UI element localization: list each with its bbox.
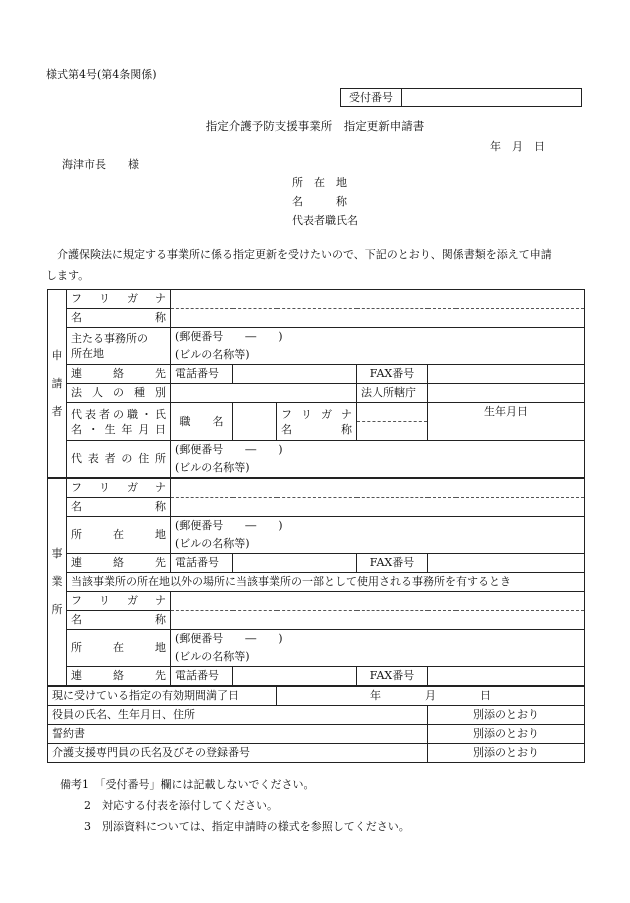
addressee: 海津市長 様 <box>62 158 139 171</box>
branch-furigana-label: フ リ ガ ナ <box>67 592 171 611</box>
branch-building-field[interactable]: (ビルの名称等) <box>171 648 585 667</box>
branch-name-label: 名 称 <box>67 611 171 630</box>
applicant-furigana-label: フ リ ガ ナ <box>67 290 171 309</box>
office-building-field[interactable]: (ビルの名称等) <box>171 535 585 554</box>
form-number-label: 様式第4号(第4条関係) <box>46 68 157 81</box>
representative-label: 代表者の職・氏 名・生年月日 <box>67 403 171 441</box>
date-placeholder: 年 月 日 <box>490 140 545 153</box>
officers-attached: 別添のとおり <box>428 706 585 725</box>
section-applicant: 申 請 者 <box>48 290 67 479</box>
applicant-name-field[interactable] <box>171 309 585 328</box>
applicant-contact-label: 連 絡 先 <box>67 365 171 384</box>
branch-contact-label: 連 絡 先 <box>67 667 171 687</box>
position-label: 職 名 <box>171 403 233 441</box>
applicant-name-row-label: 名 称 <box>67 309 171 328</box>
other-office-note: 当該事業所の所在地以外の場所に当該事業所の一部として使用される事務所を有するとき <box>67 573 585 592</box>
main-office-address-label: 主たる事務所の 所在地 <box>67 328 171 365</box>
corp-authority-field[interactable] <box>428 384 585 403</box>
document-title: 指定介護予防支援事業所 指定更新申請書 <box>205 119 425 133</box>
receipt-number-label: 受付番号 <box>341 89 402 106</box>
branch-location-label: 所 在 地 <box>67 630 171 667</box>
intro-line-1: 介護保険法に規定する事業所に係る指定更新を受けたいので、下記のとおり、関係書類を添えて申請 <box>57 248 552 261</box>
branch-phone-field[interactable] <box>233 667 357 687</box>
office-location-label: 所 在 地 <box>67 517 171 554</box>
expiry-date-field[interactable]: 年 月 日 <box>277 686 585 706</box>
pledge-label: 誓約書 <box>48 725 428 744</box>
branch-phone-label: 電話番号 <box>171 667 233 687</box>
applicant-phone-label: 電話番号 <box>171 365 233 384</box>
birthdate-label: 生年月日 <box>428 403 585 441</box>
applicant-phone-field[interactable] <box>233 365 357 384</box>
corp-type-label: 法 人 の 種 別 <box>67 384 171 403</box>
rep-furigana-name-label: フ リ ガ ナ 名 称 <box>277 403 357 441</box>
main-office-postal-field[interactable]: (郵便番号 ― ) <box>171 328 585 347</box>
position-field[interactable] <box>233 403 277 441</box>
rep-postal-field[interactable]: (郵便番号 ― ) <box>171 441 585 460</box>
application-table <box>47 289 585 763</box>
care-managers-label: 介護支援専門員の氏名及びその登録番号 <box>48 744 428 763</box>
office-phone-label: 電話番号 <box>171 554 233 573</box>
pledge-attached: 別添のとおり <box>428 725 585 744</box>
rep-building-field[interactable]: (ビルの名称等) <box>171 459 585 478</box>
applicant-furigana-field[interactable] <box>171 290 585 309</box>
officers-label: 役員の氏名、生年月日、住所 <box>48 706 428 725</box>
office-contact-label: 連 絡 先 <box>67 554 171 573</box>
rep-furigana-field[interactable] <box>357 403 428 422</box>
office-name-field[interactable] <box>171 498 585 517</box>
branch-furigana-field[interactable] <box>171 592 585 611</box>
corp-type-field[interactable] <box>171 384 357 403</box>
applicant-name-label: 名 称 <box>292 195 347 208</box>
branch-fax-field[interactable] <box>428 667 585 687</box>
note-3: 3 別添資料については、指定申請時の様式を参照してください。 <box>84 820 410 833</box>
office-postal-field[interactable]: (郵便番号 ― ) <box>171 517 585 536</box>
expiry-date-label: 現に受けている指定の有効期間満了日 <box>48 686 277 706</box>
applicant-fax-label: FAX番号 <box>357 365 428 384</box>
applicant-fax-field[interactable] <box>428 365 585 384</box>
receipt-number-box <box>340 88 582 107</box>
branch-fax-label: FAX番号 <box>357 667 428 687</box>
rep-name-field[interactable] <box>357 422 428 441</box>
note-1: 備考1 「受付番号」欄には記載しないでください。 <box>60 778 315 791</box>
section-office: 事 業 所 <box>48 478 67 686</box>
applicant-address-label: 所 在 地 <box>292 176 347 189</box>
applicant-representative-label: 代表者職氏名 <box>292 214 358 227</box>
corp-authority-label: 法人所轄庁 <box>357 384 428 403</box>
note-2: 2 対応する付表を添付してください。 <box>84 799 278 812</box>
intro-text <box>46 244 586 286</box>
office-furigana-label: フ リ ガ ナ <box>67 478 171 498</box>
office-furigana-field[interactable] <box>171 478 585 498</box>
care-managers-attached: 別添のとおり <box>428 744 585 763</box>
office-phone-field[interactable] <box>233 554 357 573</box>
intro-line-2: します。 <box>46 269 90 282</box>
branch-name-field[interactable] <box>171 611 585 630</box>
branch-postal-field[interactable]: (郵便番号 ― ) <box>171 630 585 649</box>
main-office-building-field[interactable]: (ビルの名称等) <box>171 346 585 365</box>
office-fax-label: FAX番号 <box>357 554 428 573</box>
office-fax-field[interactable] <box>428 554 585 573</box>
rep-address-label: 代 表 者 の 住 所 <box>67 441 171 479</box>
office-name-label: 名 称 <box>67 498 171 517</box>
